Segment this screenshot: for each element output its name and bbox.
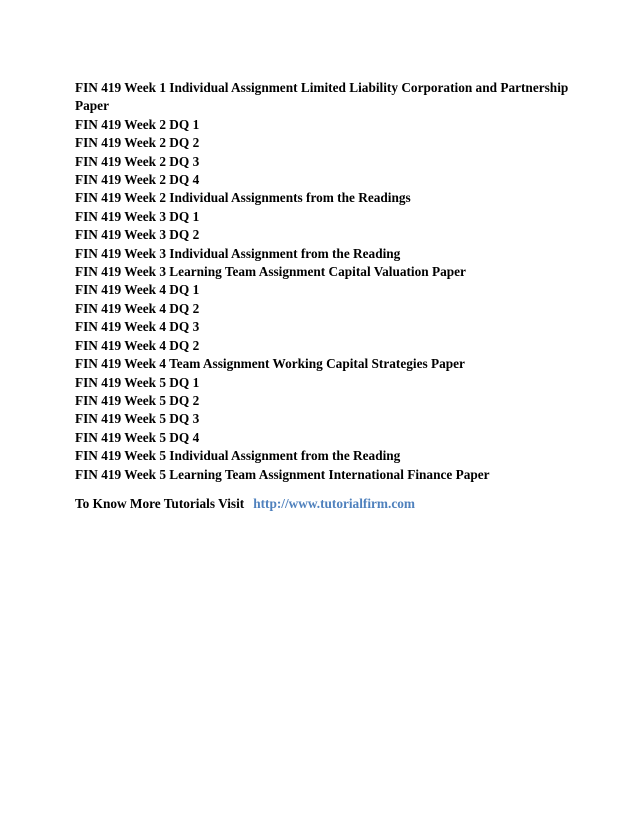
document-line: FIN 419 Week 4 Team Assignment Working Capital Strategies Paper — [75, 356, 465, 372]
document-line: FIN 419 Week 5 DQ 3 — [75, 411, 200, 427]
document-line: FIN 419 Week 5 DQ 1 — [75, 374, 200, 390]
document-line: FIN 419 Week 4 DQ 1 — [75, 282, 200, 298]
document-line: FIN 419 Week 2 DQ 4 — [75, 172, 200, 188]
document-line: FIN 419 Week 3 Learning Team Assignment Capital Valuation Paper — [75, 264, 466, 280]
footer-label: To Know More Tutorials Visit — [75, 495, 245, 511]
tutorialfirm-link[interactable]: http://www.tutorialfirm.com — [253, 495, 415, 511]
document-line: FIN 419 Week 5 DQ 4 — [75, 429, 200, 445]
document-line: FIN 419 Week 1 Individual Assignment Limited Liability Corporation and Partnership Paper — [75, 80, 569, 114]
document-line: FIN 419 Week 4 DQ 2 — [75, 300, 200, 316]
document-line: FIN 419 Week 4 DQ 3 — [75, 319, 200, 335]
document-line: FIN 419 Week 3 Individual Assignment from the Reading — [75, 245, 401, 261]
document-line: FIN 419 Week 5 Learning Team Assignment International Finance Paper — [75, 466, 490, 482]
document-line: FIN 419 Week 5 DQ 2 — [75, 392, 200, 408]
document-line: FIN 419 Week 2 DQ 3 — [75, 153, 200, 169]
document-line: FIN 419 Week 4 DQ 2 — [75, 337, 200, 353]
document-line: FIN 419 Week 3 DQ 2 — [75, 227, 200, 243]
footer-line — [75, 495, 575, 513]
document-line: FIN 419 Week 2 Individual Assignments from the Readings — [75, 190, 411, 206]
document-body — [75, 79, 575, 513]
document-line: FIN 419 Week 2 DQ 1 — [75, 116, 200, 132]
document-line: FIN 419 Week 2 DQ 2 — [75, 135, 200, 151]
document-line: FIN 419 Week 3 DQ 1 — [75, 208, 200, 224]
document-line: FIN 419 Week 5 Individual Assignment from the Reading — [75, 448, 401, 464]
